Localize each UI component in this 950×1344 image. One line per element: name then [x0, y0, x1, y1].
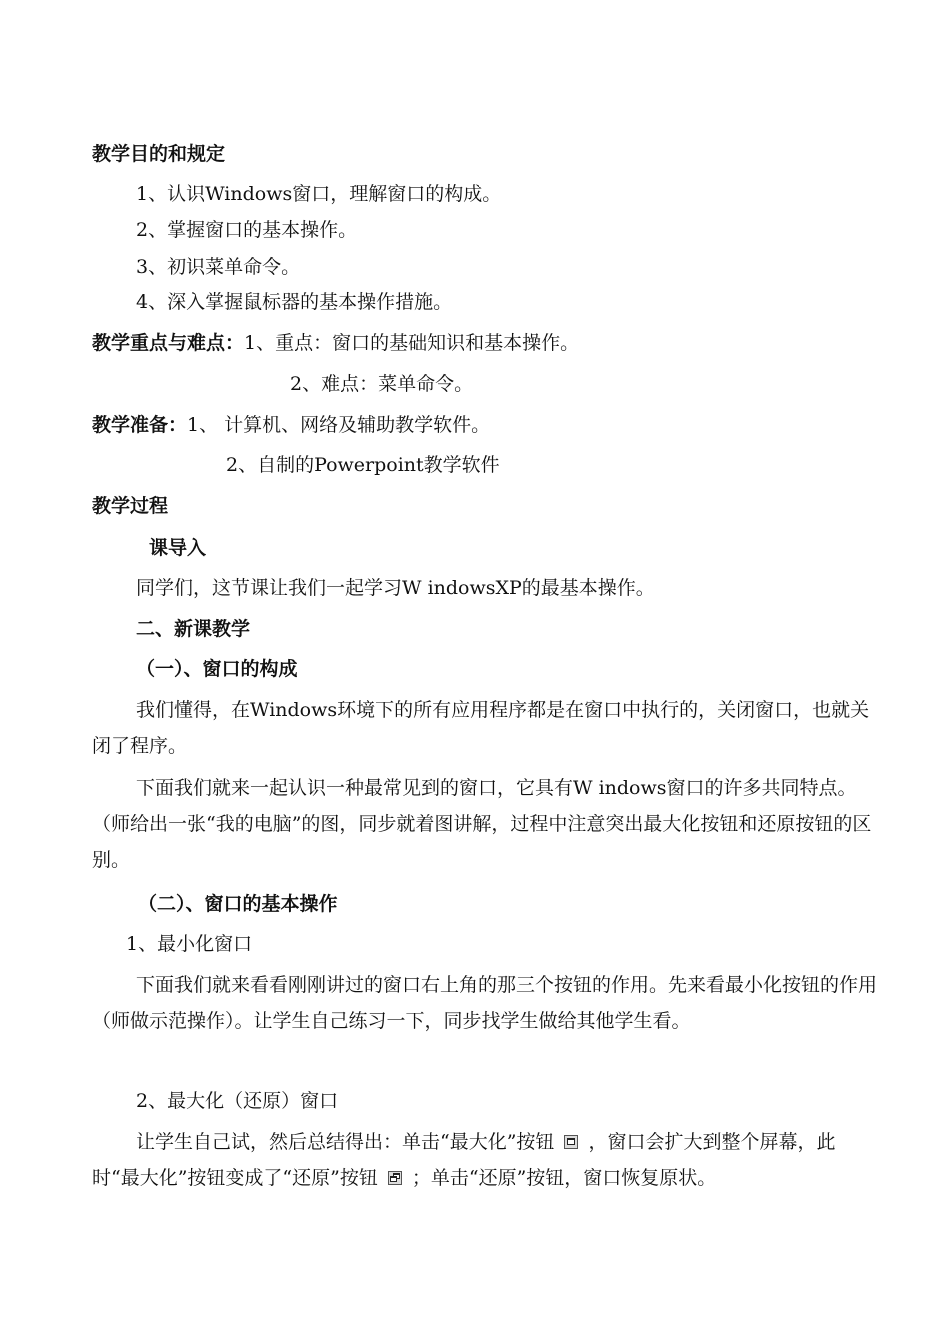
- goal-item: 2、掌握窗口的基本操作。: [136, 219, 358, 241]
- prep-heading: 教学准备：: [92, 414, 188, 436]
- maximize-text-c: ；单击“还原”按钮，窗口恢复原状。: [411, 1167, 717, 1189]
- goal-item: 4、深入掌握鼠标器的基本操作措施。: [136, 291, 453, 313]
- maximize-heading: 2、最大化（还原）窗口: [136, 1090, 339, 1112]
- window-operations-heading: （二）、窗口的基本操作: [138, 893, 338, 915]
- goal-item: 3、初识菜单命令。: [136, 256, 301, 278]
- window-structure-paragraph-1: 我们懂得，在Windows环境下的所有应用程序都是在窗口中执行的，关闭窗口，也就关闭了程序。: [92, 699, 870, 757]
- prep-row: [92, 413, 490, 437]
- intro-heading: 课导入: [149, 537, 207, 559]
- key-point-1: 1、重点：窗口的基础知识和基本操作。: [244, 332, 580, 354]
- new-lesson-heading: 二、新课教学: [136, 618, 251, 640]
- maximize-paragraph: [92, 1124, 882, 1196]
- goal-item: 1、认识Windows窗口，理解窗口的构成。: [136, 183, 502, 205]
- process-heading: 教学过程: [92, 495, 169, 517]
- maximize-text-b: ，窗口会扩大到整个屏幕，此时“最大化”按钮变成了“还原”按钮: [92, 1131, 836, 1189]
- goals-heading: 教学目的和规定: [92, 143, 226, 165]
- minimize-heading: 1、最小化窗口: [126, 933, 253, 955]
- key-point-2: 2、难点：菜单命令。: [290, 373, 474, 395]
- window-structure-paragraph-2: 下面我们就来一起认识一种最常见到的窗口，它具有W indows窗口的许多共同特点。（师给出一张“我的电脑”的图，同步就着图讲解，过程中注意突出最大化按钮和还原按钮的区别。: [92, 777, 872, 871]
- maximize-icon: [564, 1135, 578, 1149]
- restore-icon: [388, 1171, 402, 1185]
- key-points-heading: 教学重点与难点：: [92, 332, 245, 354]
- prep-item-1: 1、 计算机、网络及辅助教学软件。: [187, 414, 491, 436]
- maximize-text-a: 让学生自己试，然后总结得出：单击“最大化”按钮: [136, 1131, 555, 1153]
- window-structure-heading: （一）、窗口的构成: [136, 658, 298, 680]
- minimize-paragraph: 下面我们就来看看刚刚讲过的窗口右上角的那三个按钮的作用。先来看最小化按钮的作用（师做示范操作）。让学生自己练习一下，同步找学生做给其他学生看。: [92, 974, 878, 1032]
- key-points-row: [92, 331, 579, 355]
- intro-text: 同学们，这节课让我们一起学习W indowsXP的最基本操作。: [136, 577, 655, 599]
- prep-item-2: 2、自制的Powerpoint教学软件: [226, 454, 500, 476]
